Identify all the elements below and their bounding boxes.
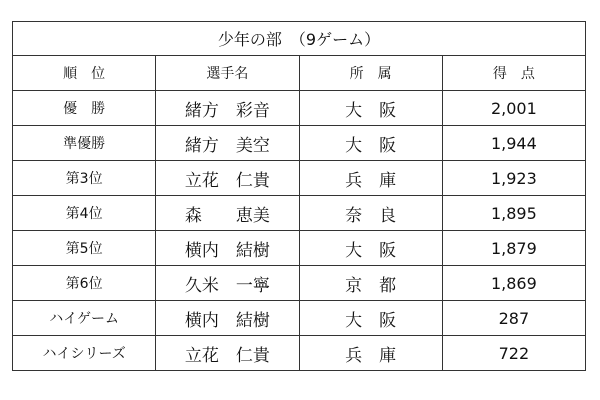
table-row [13,301,586,336]
score-cell: 1,944 [442,126,585,161]
player-name-cell: 立花 仁貴 [156,161,299,196]
score-cell: 287 [442,301,585,336]
rank-cell: 第3位 [13,161,156,196]
rank-cell: 第6位 [13,266,156,301]
player-name-cell: 森 恵美 [156,196,299,231]
results-table [12,21,586,371]
score-cell: 722 [442,336,585,371]
affiliation-cell: 奈 良 [299,196,442,231]
rank-cell: 第4位 [13,196,156,231]
player-name-cell: 横内 結樹 [156,301,299,336]
table-row [13,336,586,371]
affiliation-cell: 京 都 [299,266,442,301]
player-name-cell: 久米 一寧 [156,266,299,301]
header-score: 得 点 [442,56,585,91]
player-name-cell: 緒方 彩音 [156,91,299,126]
table-row [13,161,586,196]
rank-cell: ハイシリーズ [13,336,156,371]
rank-cell: ハイゲーム [13,301,156,336]
affiliation-cell: 兵 庫 [299,161,442,196]
table-row [13,126,586,161]
rank-cell: 優 勝 [13,91,156,126]
player-name-cell: 緒方 美空 [156,126,299,161]
header-name: 選手名 [156,56,299,91]
score-cell: 2,001 [442,91,585,126]
table-row [13,91,586,126]
rank-cell: 第5位 [13,231,156,266]
affiliation-cell: 大 阪 [299,91,442,126]
affiliation-cell: 大 阪 [299,126,442,161]
header-rank: 順 位 [13,56,156,91]
table-title: 少年の部 （9ゲーム） [13,22,586,56]
affiliation-cell: 兵 庫 [299,336,442,371]
table-row [13,231,586,266]
header-affiliation: 所 属 [299,56,442,91]
table-row [13,196,586,231]
score-cell: 1,895 [442,196,585,231]
affiliation-cell: 大 阪 [299,231,442,266]
affiliation-cell: 大 阪 [299,301,442,336]
score-cell: 1,869 [442,266,585,301]
score-cell: 1,879 [442,231,585,266]
table-row [13,266,586,301]
player-name-cell: 立花 仁貴 [156,336,299,371]
rank-cell: 準優勝 [13,126,156,161]
player-name-cell: 横内 結樹 [156,231,299,266]
score-cell: 1,923 [442,161,585,196]
header-row [13,56,586,91]
